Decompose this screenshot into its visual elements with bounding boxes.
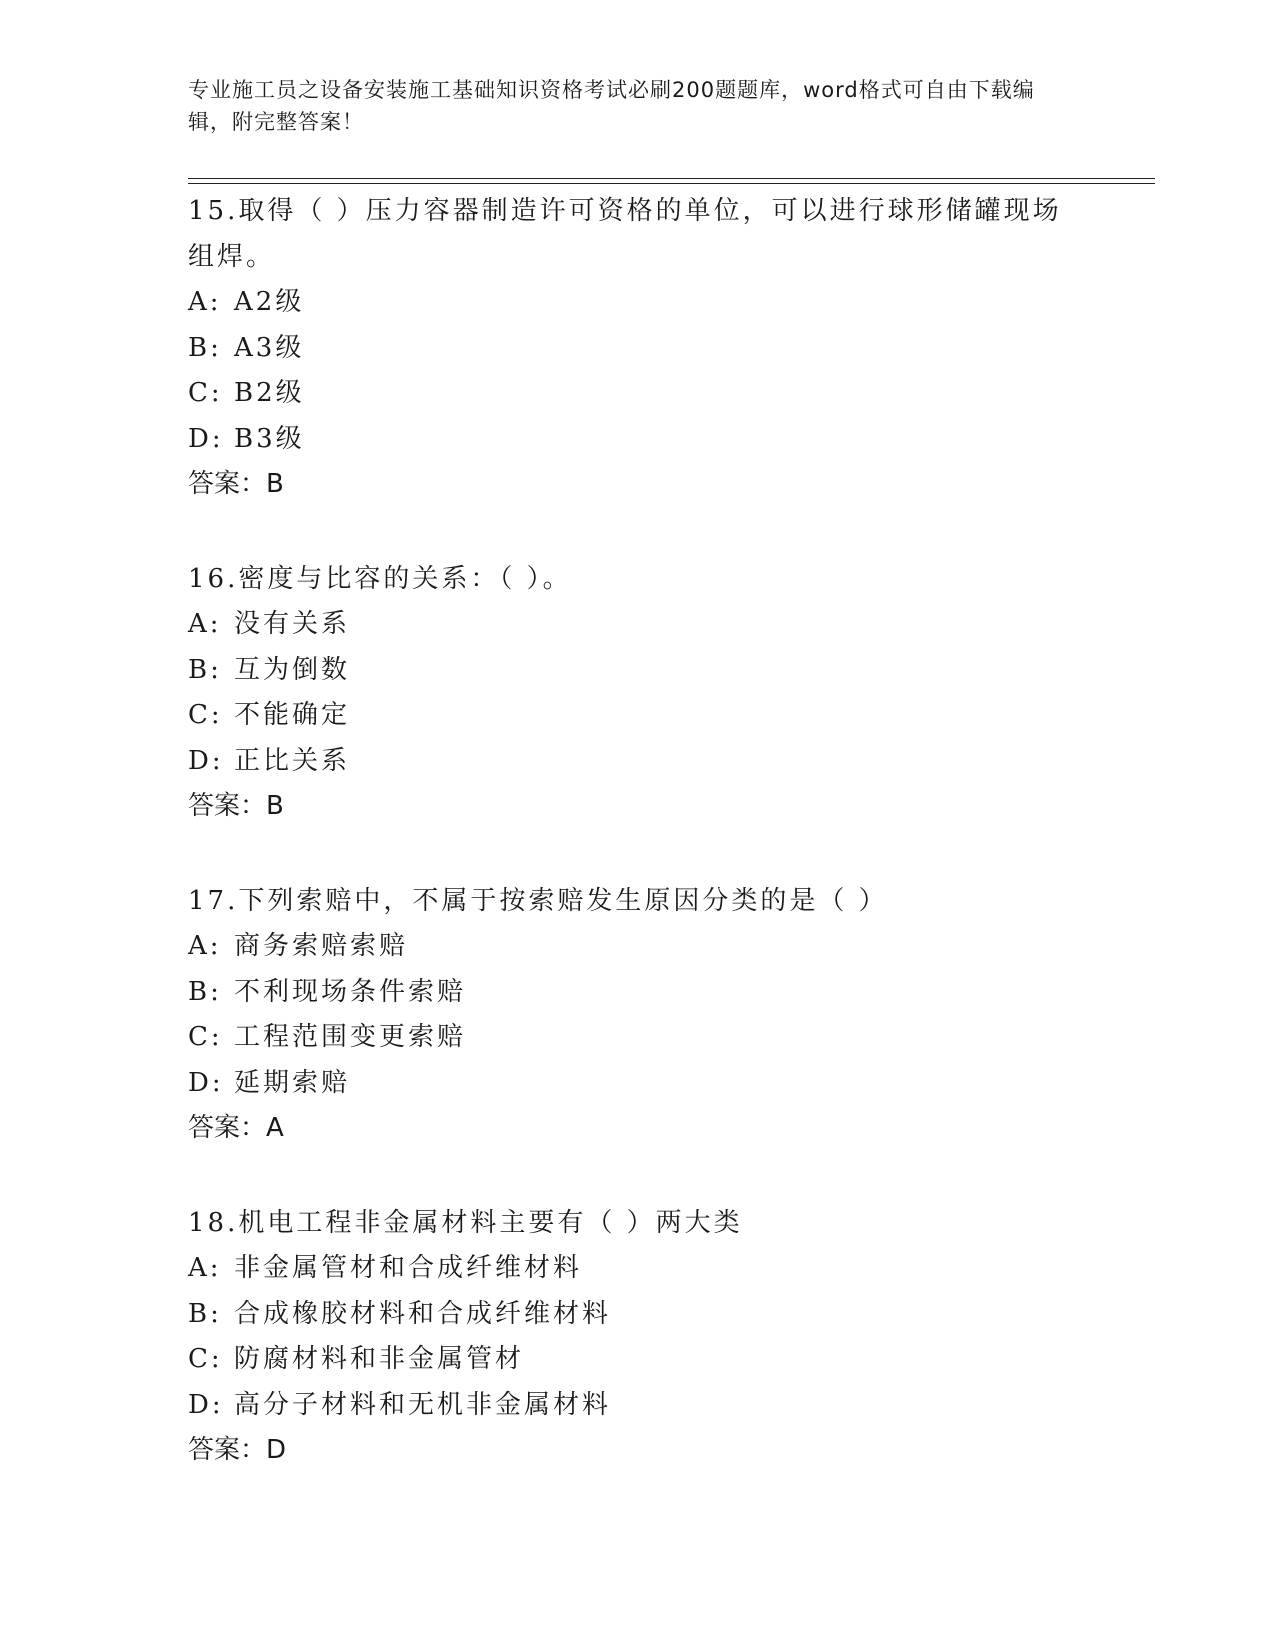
option-text: 互为倒数 — [234, 654, 351, 685]
answer-line: 答案：B — [188, 469, 284, 499]
option-letter: C: — [188, 1344, 223, 1374]
option-b — [188, 326, 1088, 372]
option-text: 没有关系 — [234, 609, 351, 639]
option-letter: C: — [188, 378, 223, 408]
option-d — [188, 1061, 1088, 1107]
option-letter: A: — [188, 931, 222, 961]
option-text: 不能确定 — [234, 700, 351, 730]
question-15 — [188, 189, 1088, 508]
option-a — [188, 924, 1088, 970]
answer-line: 答案：B — [188, 791, 284, 821]
option-c — [188, 371, 1088, 417]
option-d — [188, 1383, 1088, 1429]
option-d — [188, 417, 1088, 463]
header-divider-bottom — [188, 183, 1155, 184]
answer-line: 答案：D — [188, 1435, 287, 1465]
option-letter: A: — [188, 1253, 222, 1283]
question-stem: 15.取得（ ）压力容器制造许可资格的单位，可以进行球形储罐现场组焊。 — [188, 196, 1062, 272]
question-16 — [188, 557, 1088, 830]
question-17 — [188, 879, 1088, 1152]
option-text: 高分子材料和无机非金属材料 — [234, 1389, 612, 1420]
option-a — [188, 602, 1088, 648]
option-text: 防腐材料和非金属管材 — [234, 1344, 525, 1374]
question-18 — [188, 1201, 1088, 1474]
option-a — [188, 1246, 1088, 1292]
option-letter: C: — [188, 1022, 223, 1052]
option-text: 延期索赔 — [234, 1067, 351, 1098]
option-text: 不利现场条件索赔 — [234, 976, 467, 1007]
option-b — [188, 1292, 1088, 1338]
option-text: 合成橡胶材料和合成纤维材料 — [234, 1298, 612, 1329]
option-letter: A: — [188, 609, 222, 639]
answer-line: 答案：A — [188, 1113, 284, 1143]
option-c — [188, 1337, 1088, 1383]
option-b — [188, 970, 1088, 1016]
option-letter: D: — [188, 1067, 224, 1098]
option-letter: A: — [188, 287, 222, 317]
question-stem: 16.密度与比容的关系：（ ）。 — [188, 563, 572, 594]
question-stem: 18.机电工程非金属材料主要有（ ）两大类 — [188, 1207, 743, 1238]
option-letter: C: — [188, 700, 223, 730]
option-d — [188, 739, 1088, 785]
question-stem: 17.下列索赔中，不属于按索赔发生原因分类的是（ ） — [188, 885, 888, 916]
option-text: 正比关系 — [234, 745, 351, 776]
page-header — [188, 74, 1068, 138]
option-letter: B: — [188, 654, 222, 685]
option-c — [188, 1015, 1088, 1061]
header-text: 专业施工员之设备安装施工基础知识资格考试必刷200题题库，word格式可自由下载编辑，附完整答案！ — [188, 78, 1035, 134]
option-text: B3级 — [234, 423, 305, 454]
option-letter: D: — [188, 745, 224, 776]
option-c — [188, 693, 1088, 739]
option-text: A2级 — [234, 287, 305, 317]
option-letter: D: — [188, 423, 224, 454]
option-b — [188, 648, 1088, 694]
option-letter: B: — [188, 1298, 222, 1329]
option-text: 商务索赔索赔 — [234, 931, 409, 961]
option-text: A3级 — [234, 332, 305, 363]
option-text: 非金属管材和合成纤维材料 — [234, 1253, 583, 1283]
question-list — [188, 189, 1088, 1523]
option-letter: D: — [188, 1389, 224, 1420]
option-letter: B: — [188, 976, 222, 1007]
option-letter: B: — [188, 332, 222, 363]
option-a — [188, 280, 1088, 326]
option-text: B2级 — [234, 378, 305, 408]
header-divider-top — [188, 178, 1155, 179]
option-text: 工程范围变更索赔 — [234, 1022, 467, 1052]
